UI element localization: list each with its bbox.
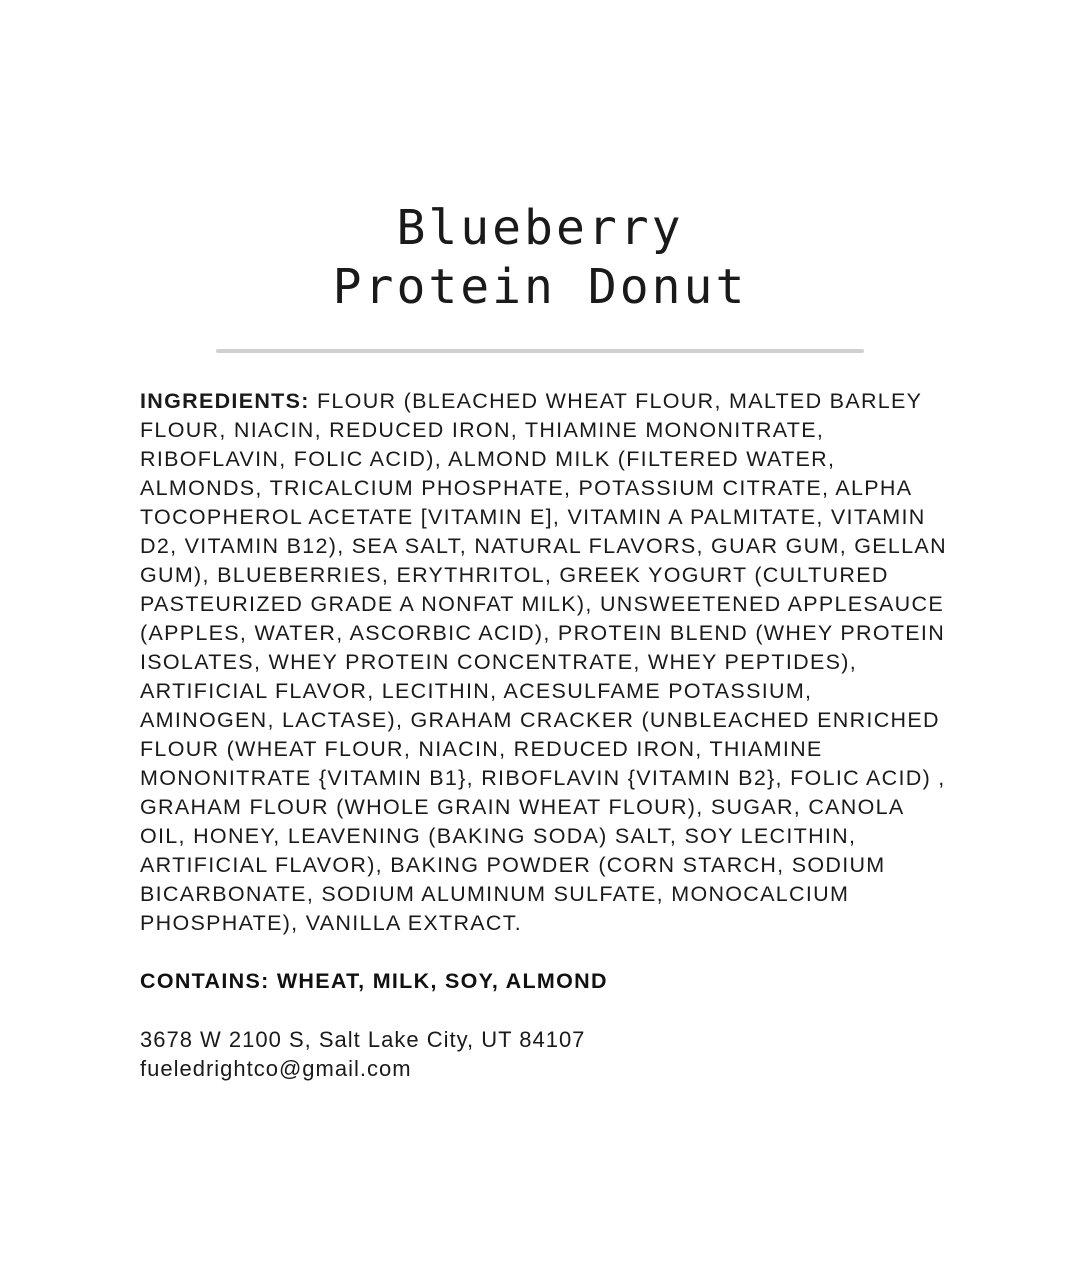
product-title-line-2: Protein Donut	[332, 259, 748, 315]
allergen-statement: CONTAINS: WHEAT, MILK, SOY, ALMOND	[140, 969, 608, 993]
contact-info	[140, 1025, 950, 1083]
ingredients-label: INGREDIENTS:	[140, 389, 310, 413]
ingredients-paragraph	[140, 387, 950, 938]
email-text: fueledrightco@gmail.com	[140, 1056, 412, 1081]
product-title-line-1: Blueberry	[396, 200, 684, 256]
ingredients-text: FLOUR (BLEACHED WHEAT FLOUR, MALTED BARLEY FLOUR, NIACIN, REDUCED IRON, THIAMINE MONONITRATE, RIBOFLAVIN, FOLIC ACID), ALMOND MILK (FILTERED WATER, ALMONDS, TRICALCIUM PHOSPHATE, POTASSIUM CITRATE, ALPHA TOCOPHEROL ACETATE [VITAMIN E], VITAMIN A PALMITATE, VITAMIN D2, VITAMIN B12), SEA SALT, NATURAL FLAVORS, GUAR GUM, GELLAN GUM), BLUEBERRIES, ERYTHRITOL, GREEK YOGURT (CULTURED PASTEURIZED GRADE A NONFAT MILK), UNSWEETENED APPLESAUCE (APPLES, WATER, ASCORBIC ACID), PROTEIN BLEND (WHEY PROTEIN ISOLATES, WHEY PROTEIN CONCENTRATE, WHEY PEPTIDES), ARTIFICIAL FLAVOR, LECITHIN, ACESULFAME POTASSIUM, AMINOGEN, LACTASE), GRAHAM CRACKER (UNBLEACHED ENRICHED FLOUR (WHEAT FLOUR, NIACIN, REDUCED IRON, THIAMINE MONONITRATE {VITAMIN B1}, RIBOFLAVIN {VITAMIN B2}, FOLIC ACID) , GRAHAM FLOUR (WHOLE GRAIN WHEAT FLOUR), SUGAR, CANOLA OIL, HONEY, LEAVENING (BAKING SODA) SALT, SOY LECITHIN, ARTIFICIAL FLAVOR), BAKING POWDER (CORN STARCH, SODIUM BICARBONATE, SODIUM ALUMINUM SULFATE, MONOCALCIUM PHOSPHATE), VANILLA EXTRACT.	[140, 389, 947, 935]
title-divider	[216, 349, 864, 353]
address-text: 3678 W 2100 S, Salt Lake City, UT 84107	[140, 1027, 586, 1052]
product-title	[0, 199, 1080, 317]
